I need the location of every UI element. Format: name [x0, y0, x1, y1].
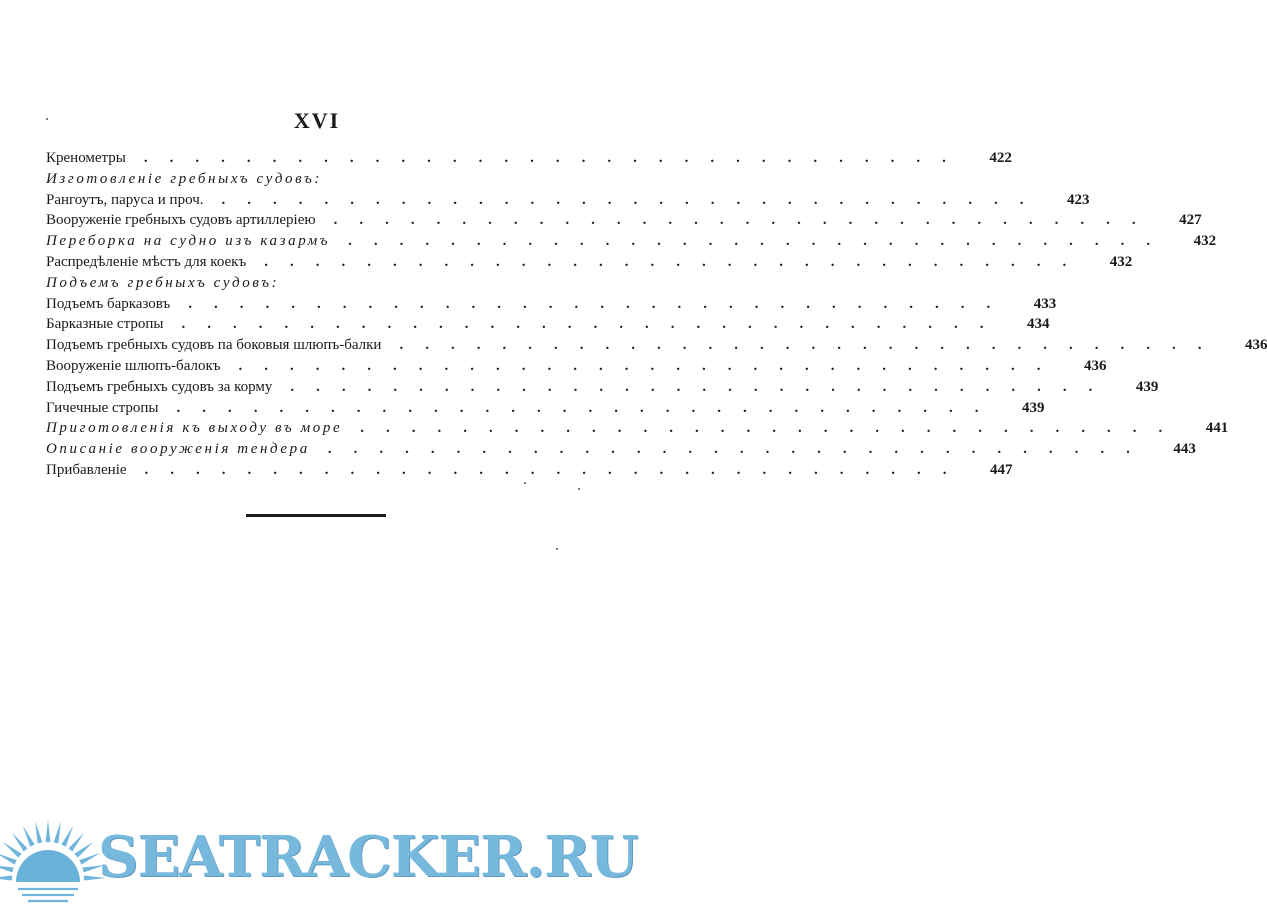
toc-entry-title: Подъемъ гребныхъ судовъ:	[46, 273, 283, 294]
toc-entry-page: 443	[1152, 439, 1196, 460]
toc-entry-title: Подъемъ гребныхъ судовъ за корму	[46, 377, 276, 398]
toc-dot-leader: ................................	[143, 150, 968, 166]
toc-entry-page: 433	[1012, 294, 1056, 315]
toc-entry-title: Подъемъ барказовъ	[46, 294, 174, 315]
toc-entry-page: 436	[1063, 356, 1107, 377]
toc-entry	[46, 294, 1057, 315]
toc-entry	[46, 169, 594, 190]
scan-speck	[524, 482, 526, 484]
toc-dot-leader: ................................	[181, 316, 1006, 333]
toc-entry	[46, 252, 1133, 273]
toc-entry-title: Приготовленія къ выходу въ море	[46, 418, 346, 439]
toc-entry	[46, 314, 1050, 335]
toc-entry-title: Рангоутъ, паруса и проч.	[46, 190, 208, 211]
toc-entry	[46, 377, 1159, 398]
toc-entry-page: 447	[969, 460, 1013, 481]
toc-entry-title: Распредѣленіе мѣстъ для коекъ	[46, 252, 250, 273]
toc-entry-title: Гичечные стропы	[46, 398, 163, 419]
toc-entry-title: Вооруженіе гребныхъ судовъ артиллеріею	[46, 210, 320, 231]
toc-entry-title: Вооруженіе шлюпъ-балокъ	[46, 356, 225, 377]
toc-entry-page: 434	[1005, 314, 1049, 335]
toc-entry-title: Подъемъ гребныхъ судовъ па боковыя шлюпъ-балки	[46, 335, 385, 356]
toc-entry-title: Изготовленіе гребныхъ судовъ:	[46, 169, 326, 190]
toc-dot-leader: ................................	[144, 461, 969, 478]
toc-entry-title: Описаніе вооруженія тендера	[46, 439, 314, 460]
watermark	[0, 810, 638, 907]
toc-entry-page: 423	[1046, 190, 1090, 211]
toc-entry	[46, 335, 1267, 356]
toc-entry	[46, 418, 1229, 439]
toc-entry-page: 422	[968, 148, 1012, 169]
toc-dot-leader: ................................	[188, 295, 1013, 312]
toc-dot-leader: ................................	[360, 420, 1185, 437]
toc-dot-leader: ................................	[238, 357, 1063, 374]
toc-entry-page: 439	[1001, 398, 1045, 419]
watermark-text: SEATRACKER.RU	[98, 824, 638, 890]
toc-entry	[46, 190, 1090, 211]
toc-dot-leader: ................................	[333, 212, 1158, 229]
toc-dot-leader: ................................	[399, 337, 1224, 354]
toc-entry-page: 436	[1223, 335, 1267, 356]
table-of-contents	[46, 148, 1267, 481]
toc-entry	[46, 210, 1202, 231]
toc-dot-leader: ................................	[176, 399, 1001, 416]
toc-entry-page: 427	[1158, 210, 1202, 231]
toc-entry-page: 441	[1184, 418, 1228, 439]
toc-entry-title: Прибавленіе	[46, 460, 131, 481]
sun-logo-icon	[2, 816, 94, 908]
toc-entry-page: 432	[1172, 231, 1216, 252]
toc-entry	[46, 148, 1012, 169]
toc-dot-leader: ................................	[264, 253, 1089, 270]
scan-speck	[578, 488, 580, 490]
toc-entry-page: 432	[1088, 252, 1132, 273]
toc-entry	[46, 231, 1217, 252]
toc-dot-leader: ................................	[290, 378, 1115, 395]
scan-speck	[46, 118, 48, 120]
toc-entry	[46, 460, 1013, 481]
toc-entry	[46, 439, 1196, 460]
toc-entry-title: Барказные стропы	[46, 314, 167, 335]
toc-entry-page: 439	[1114, 377, 1158, 398]
toc-entry-title: Переборка на судно изъ казармъ	[46, 231, 334, 252]
toc-entry	[46, 398, 1045, 419]
toc-entry-title: Кренометры	[46, 148, 130, 169]
toc-dot-leader: ................................	[221, 191, 1046, 208]
toc-dot-leader: ................................	[327, 441, 1152, 458]
page-number: XVI	[293, 108, 341, 133]
section-divider	[246, 514, 386, 517]
toc-dot-leader: ................................	[348, 233, 1173, 250]
toc-entry	[46, 273, 594, 294]
toc-entry	[46, 356, 1107, 377]
scan-speck	[556, 548, 558, 550]
